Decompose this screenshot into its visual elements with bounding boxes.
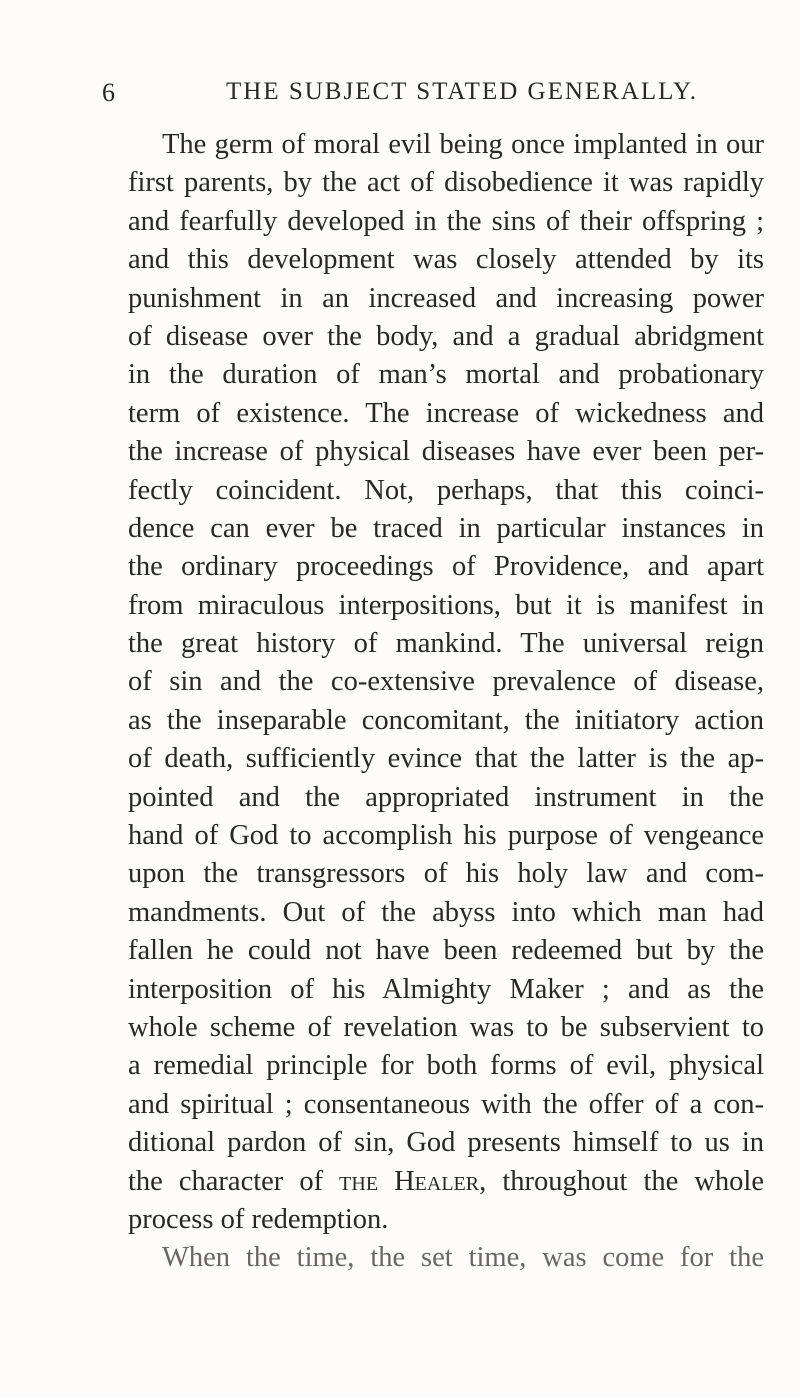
text-line: pointed and the appropriated instrument in the <box>128 781 764 813</box>
text-line: of sin and the co-extensive prevalence of disease, <box>128 666 764 698</box>
healer-line-after: , throughout the whole <box>479 1165 764 1197</box>
text-line: the increase of physical diseases have ever been per- <box>128 436 764 468</box>
page-number: 6 <box>102 78 116 107</box>
page-header <box>102 78 702 118</box>
text-line: the ordinary proceedings of Providence, and apart <box>128 551 764 583</box>
text-line: ditional pardon of sin, God presents himself to us in <box>128 1127 764 1159</box>
text-line: and fearfully developed in the sins of their offspring ; <box>128 205 764 237</box>
text-line: the great history of mankind. The universal reign <box>128 628 764 660</box>
text-line: hand of God to accomplish his purpose of vengeance <box>128 820 764 852</box>
healer-line-before: the character of <box>128 1165 340 1197</box>
healer-small-caps: the Healer <box>339 1165 480 1197</box>
text-line: punishment in an increased and increasing power <box>128 282 764 314</box>
text-line: The germ of moral evil being once implanted in our <box>162 129 764 160</box>
text-line: from miraculous interpositions, but it is manifest in <box>128 589 764 621</box>
text-line: fallen he could not have been redeemed but by the <box>128 935 764 967</box>
text-line: whole scheme of revelation was to be subservient to <box>128 1011 764 1043</box>
text-line: fectly coincident. Not, perhaps, that this coinci- <box>128 474 764 506</box>
next-paragraph-line: When the time, the set time, was come for the <box>162 1242 764 1274</box>
text-line: term of existence. The increase of wickedness and <box>128 397 764 429</box>
text-line: interposition of his Almighty Maker ; and as the <box>128 973 764 1005</box>
text-line: of disease over the body, and a gradual abridgment <box>128 320 764 352</box>
running-head: THE SUBJECT STATED GENERALLY. <box>226 78 699 105</box>
paragraph-closing-line: process of redemption. <box>128 1203 389 1235</box>
text-line: of death, sufficiently evince that the latter is the ap- <box>128 743 764 775</box>
text-line: upon the transgressors of his holy law and com- <box>128 858 764 890</box>
text-line: a remedial principle for both forms of evil, physical <box>128 1050 764 1082</box>
text-line: as the inseparable concomitant, the initiatory action <box>128 704 764 736</box>
text-line: and spiritual ; consentaneous with the offer of a con- <box>128 1088 764 1120</box>
text-line: dence can ever be traced in particular instances in <box>128 512 764 544</box>
text-line: and this development was closely attended by its <box>128 244 764 276</box>
text-line-healer <box>128 1163 764 1201</box>
text-line: in the duration of man’s mortal and probationary <box>128 359 764 391</box>
body-text <box>128 126 764 1278</box>
text-line: mandments. Out of the abyss into which man had <box>128 896 764 928</box>
text-line: first parents, by the act of disobedience it was rapidly <box>128 167 764 199</box>
